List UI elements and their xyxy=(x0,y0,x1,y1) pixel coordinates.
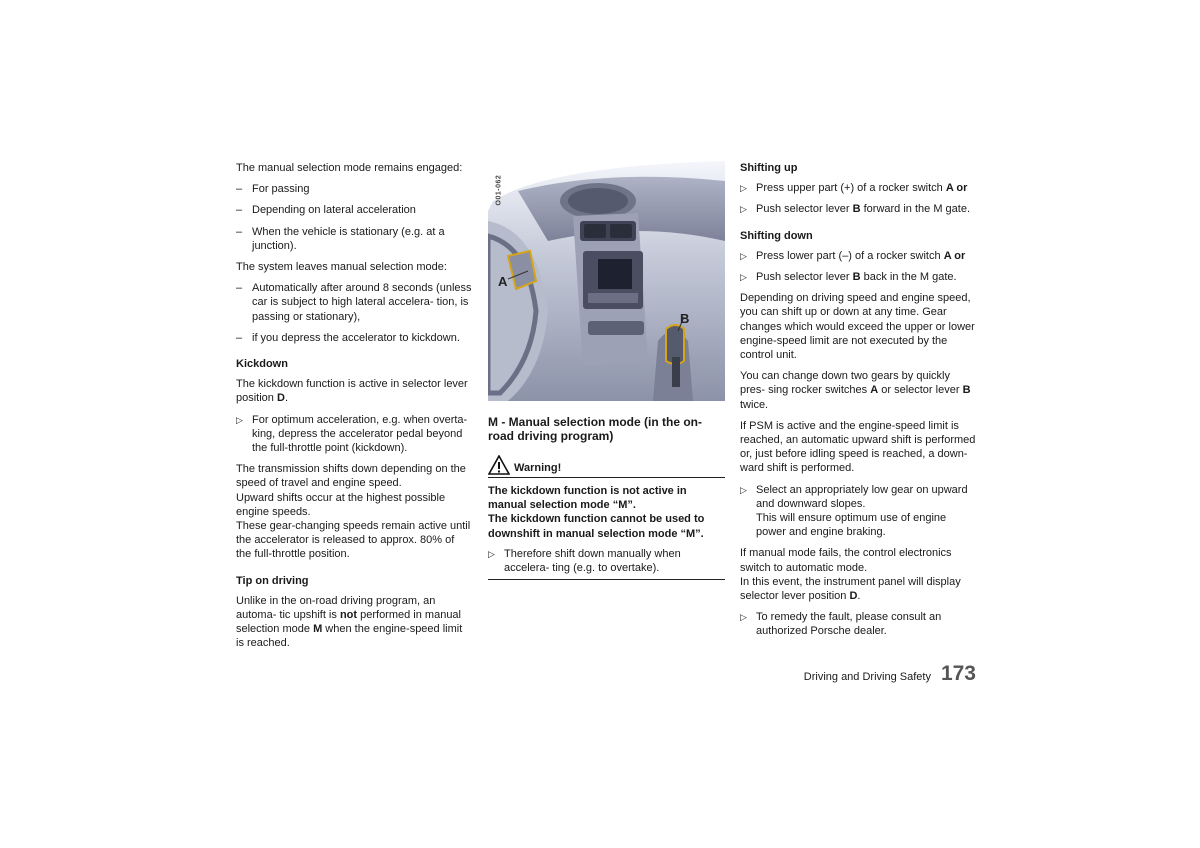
list-item-text: For passing xyxy=(252,183,310,196)
step-text: Therefore shift down manually when accelera- ting (e.g. to overtake). xyxy=(504,547,681,575)
figure-code: O01-062 xyxy=(495,174,503,206)
footer-section-title: Driving and Driving Safety xyxy=(803,671,931,683)
dash-marker: – xyxy=(236,282,243,295)
list-item-text: Depending on lateral acceleration xyxy=(252,204,416,217)
step-item: ▷ Press lower part (–) of a rocker switch A or xyxy=(740,249,966,262)
list-item-text: Automatically after around 8 seconds (unless car is subject to high lateral accelera- tion, is passing or stationary), xyxy=(252,282,472,323)
list-item xyxy=(236,182,472,196)
fail-text: If manual mode fails, the control electronics switch to automatic mode. In this event, the instrument panel will display selector lever position D. xyxy=(740,547,961,603)
triangle-bullet-icon: ▷ xyxy=(488,548,495,559)
list-item xyxy=(236,281,472,324)
list-item-text: if you depress the accelerator to kickdown. xyxy=(252,331,460,344)
list-item xyxy=(236,203,472,217)
list-item xyxy=(236,331,472,345)
shifting-down-heading: Shifting down xyxy=(740,229,813,242)
triangle-bullet-icon: ▷ xyxy=(740,204,747,215)
shift-text: The transmission shifts down depending on the speed of travel and engine speed. Upward shifts occur at the highest possible engine speeds. These gear-changing speeds remain active until the accelerator is released to approx. 80% of the full-throttle position. xyxy=(236,463,471,561)
dash-marker: – xyxy=(236,225,243,238)
shifting-up-heading: Shifting up xyxy=(740,162,798,174)
label-a: A xyxy=(498,274,508,289)
step-item xyxy=(236,413,472,456)
column-middle xyxy=(488,161,725,580)
speed-text: Depending on driving speed and engine speed, you can shift up or down at any time. Gear changes which would exceed the upper or lower engine-speed limit are not executed by the control unit. xyxy=(740,292,975,362)
dash-marker: – xyxy=(236,331,243,344)
intro-text: The manual selection mode remains engaged: xyxy=(236,162,463,174)
column-left xyxy=(236,161,472,658)
kickdown-text: The kickdown function is active in selector lever position D. xyxy=(236,378,468,405)
tip-heading: Tip on driving xyxy=(236,574,309,587)
triangle-bullet-icon: ▷ xyxy=(740,250,747,261)
step-item: ▷ Push selector lever B forward in the M gate. xyxy=(740,203,971,216)
tip-text: Unlike in the on-road driving program, an automa- tic upshift is not performed in manual selection mode M when the engine-speed limit is reached. xyxy=(236,594,463,650)
label-b: B xyxy=(680,311,690,326)
step-item: ▷ Press upper part (+) of a rocker switch A or xyxy=(740,182,968,195)
page-number: 173 xyxy=(940,662,976,685)
dashboard-image xyxy=(488,161,725,401)
triangle-bullet-icon: ▷ xyxy=(740,612,747,623)
list-item xyxy=(236,225,472,253)
triangle-bullet-icon: ▷ xyxy=(236,414,243,425)
dashboard-illustration xyxy=(488,161,725,401)
section-title: M - Manual selection mode (in the on- road driving program) xyxy=(488,415,703,443)
warning-header xyxy=(488,455,725,478)
page-footer xyxy=(804,662,976,686)
triangle-bullet-icon: ▷ xyxy=(740,183,747,194)
step-item: ▷ Push selector lever B back in the M gate. xyxy=(740,271,957,284)
two-gears-text: You can change down two gears by quickly pres- sing rocker switches A or selector lever B twice. xyxy=(740,370,971,411)
warning-text: The kickdown function is not active in manual selection mode “M”. The kickdown function cannot be used to downshift in manual selection mode “M”. xyxy=(488,485,705,540)
triangle-bullet-icon: ▷ xyxy=(740,484,747,495)
list-item-text: When the vehicle is stationary (e.g. at a junction). xyxy=(252,225,445,252)
leaves-text: The system leaves manual selection mode: xyxy=(236,261,447,274)
dash-marker: – xyxy=(236,183,243,196)
step-item: ▷ To remedy the fault, please consult an authorized Porsche dealer. xyxy=(740,611,942,638)
warning-step xyxy=(488,547,725,580)
psm-text: If PSM is active and the engine-speed limit is reached, an automatic upward shift is performed or, just before idling speed is reached, a down- ward shift is performed. xyxy=(740,419,976,475)
dash-marker: – xyxy=(236,204,243,217)
warning-triangle-icon xyxy=(488,455,510,475)
column-right xyxy=(740,161,976,646)
warning-label: Warning! xyxy=(514,461,562,474)
step-text: For optimum acceleration, e.g. when overta- king, depress the accelerator pedal beyond the full-throttle point (kickdown). xyxy=(252,413,468,455)
kickdown-heading: Kickdown xyxy=(236,358,288,371)
step-item: ▷ Select an appropriately low gear on upward and downward slopes. This will ensure optimum use of engine power and engine braking. xyxy=(740,483,968,539)
triangle-bullet-icon: ▷ xyxy=(740,272,747,283)
